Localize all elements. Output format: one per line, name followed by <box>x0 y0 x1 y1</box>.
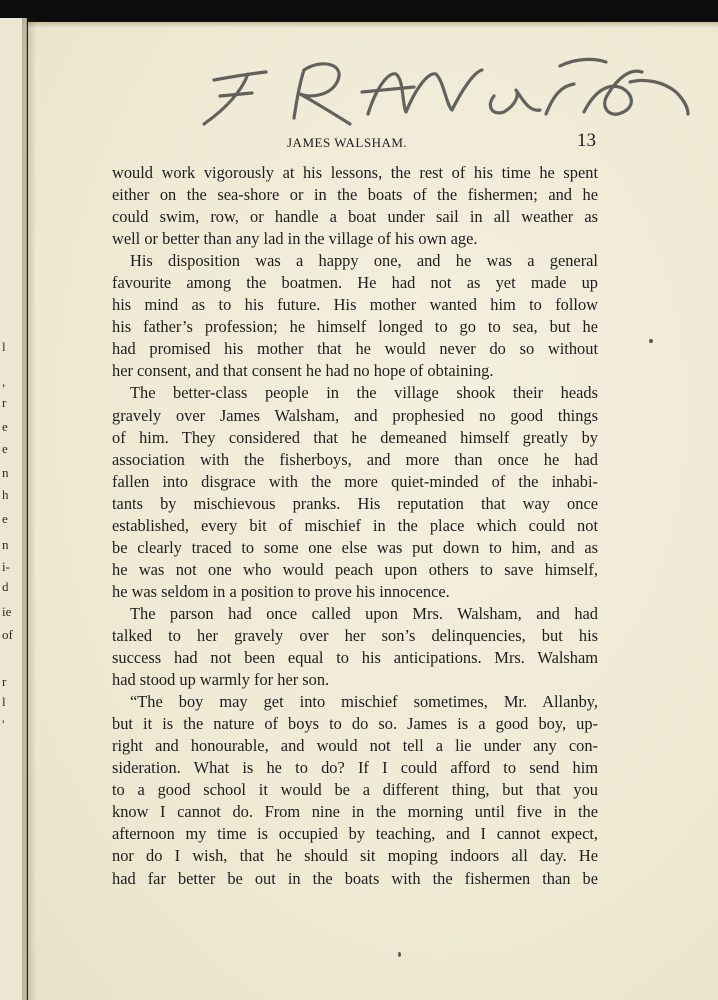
page-top-edge <box>28 22 718 28</box>
text-line: either on the sea-shore or in the boats of the fishermen; and he <box>112 185 598 205</box>
paper-speck <box>398 952 401 957</box>
text-line: success had not been equal to his anticipations. Mrs. Walsham <box>112 648 598 668</box>
running-header <box>112 130 598 152</box>
text-line: would work vigorously at his lessons, the rest of his time he spent <box>112 163 598 182</box>
facing-page-text-fragment: ie <box>2 604 12 619</box>
text-line: “The boy may get into mischief sometimes, Mr. Allanby, <box>130 692 598 712</box>
paragraph <box>112 603 598 691</box>
text-line: talked to her gravely over her son’s delinquencies, but his <box>112 625 598 645</box>
facing-page-text-fragment: i- <box>2 559 10 574</box>
text-line: The parson had once called upon Mrs. Walsham, and had <box>130 603 598 623</box>
text-line: know I cannot do. From nine in the morning until five in the <box>112 802 598 822</box>
facing-page-text-fragment: n <box>2 537 9 552</box>
paper-speck <box>649 339 653 343</box>
text-line: her consent, and that consent he had no hope of obtaining. <box>112 361 494 381</box>
facing-page-text-fragment: n <box>2 465 9 480</box>
text-line: association with the fisherboys, and more than once he had <box>112 449 598 469</box>
text-line: nor do I wish, that he should sit moping indoors all day. He <box>112 846 598 866</box>
text-line: be clearly traced to some one else was put down to him, and as <box>112 537 598 557</box>
text-line: had promised his mother that he would never do so without <box>112 339 598 359</box>
paragraph <box>112 691 598 889</box>
text-line: fallen into disgrace with the more quiet-minded of the inhabi- <box>112 471 598 491</box>
text-line: afternoon my time is occupied by teaching, and I cannot expect, <box>112 824 598 844</box>
text-line: well or better than any lad in the village of his own age. <box>112 229 478 249</box>
facing-page-text-fragment: of <box>2 627 13 642</box>
text-line: could swim, row, or handle a boat under sail in all weather as <box>112 207 598 227</box>
page-number: 13 <box>577 130 596 151</box>
text-line: His disposition was a happy one, and he was a general <box>130 251 598 271</box>
handwritten-signature <box>190 52 700 142</box>
text-line: tants by mischievous pranks. His reputation that way once <box>112 493 598 513</box>
facing-page-text-fragment: e <box>2 511 8 526</box>
text-line: his father’s profession; he himself longed to go to sea, but he <box>112 317 598 337</box>
text-line: his mind as to his future. His mother wanted him to follow <box>112 295 598 315</box>
scan-top-border <box>0 0 718 24</box>
paragraph <box>112 382 598 602</box>
running-title: JAMES WALSHAM. <box>287 135 408 150</box>
paragraph <box>112 162 598 250</box>
body-text <box>112 162 598 890</box>
facing-page-text-fragment: h <box>2 487 9 502</box>
facing-page-text-fragment: l <box>2 694 6 709</box>
facing-page-text-fragment: l <box>2 339 6 354</box>
text-line: right and honourable, and would not tell a lie under any con- <box>112 736 598 756</box>
facing-page-text-fragment: e <box>2 441 8 456</box>
facing-page-text-fragment: e <box>2 419 8 434</box>
gutter-shadow <box>22 18 36 1000</box>
text-line: favourite among the boatmen. He had not as yet made up <box>112 273 598 293</box>
text-line: had far better be out in the boats with the fishermen than be <box>112 868 598 888</box>
facing-page-text-fragment: r <box>2 395 7 410</box>
text-line: sideration. What is he to do? If I could afford to send him <box>112 758 598 778</box>
text-line: to a good school it would be a different thing, but that you <box>112 780 598 800</box>
text-line: of him. They considered that he demeaned himself greatly by <box>112 427 598 447</box>
text-line: had stood up warmly for her son. <box>112 670 330 690</box>
facing-page-text-fragment: d <box>2 579 9 594</box>
facing-page-text-fragment: ' <box>2 717 5 732</box>
text-line: gravely over James Walsham, and prophesied no good things <box>112 405 598 425</box>
text-line: The better-class people in the village shook their heads <box>130 383 598 403</box>
text-line: he was seldom in a position to prove his innocence. <box>112 581 450 601</box>
text-line: but it is the nature of boys to do so. James is a good boy, up- <box>112 714 598 734</box>
paragraph <box>112 250 598 382</box>
text-line: established, every bit of mischief in the place which could not <box>112 515 598 535</box>
facing-page-text-fragment: r <box>2 674 7 689</box>
text-line: he was not one who would peach upon others to save himself, <box>112 559 598 579</box>
facing-page-text-fragment: , <box>2 374 6 389</box>
